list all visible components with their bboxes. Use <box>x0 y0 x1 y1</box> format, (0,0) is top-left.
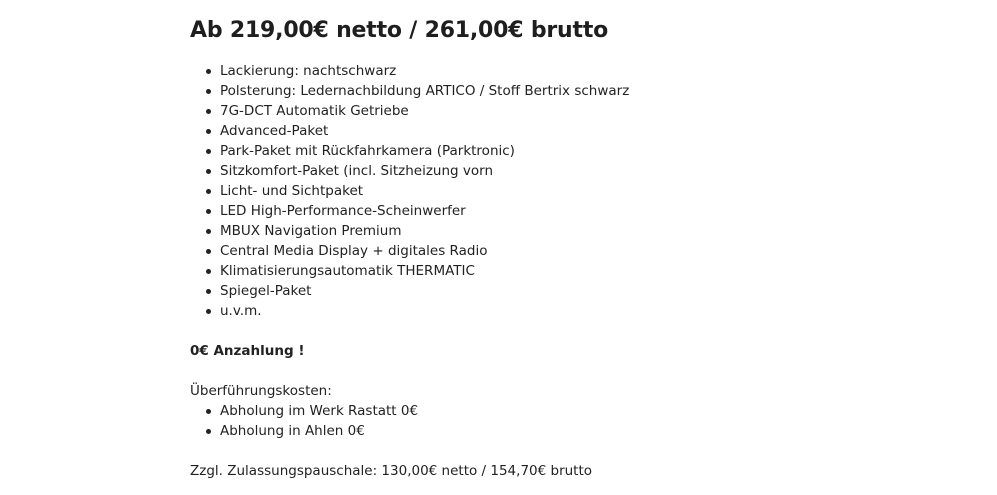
transfer-options-list <box>190 401 830 441</box>
feature-item: Central Media Display + digitales Radio <box>190 241 830 261</box>
feature-item: Advanced-Paket <box>190 121 830 141</box>
feature-list <box>190 61 830 321</box>
down-payment-note: 0€ Anzahlung ! <box>190 343 305 359</box>
feature-item: LED High-Performance-Scheinwerfer <box>190 201 830 221</box>
feature-item: Klimatisierungsautomatik THERMATIC <box>190 261 830 281</box>
feature-item: u.v.m. <box>190 301 830 321</box>
feature-item: MBUX Navigation Premium <box>190 221 830 241</box>
feature-item: Licht- und Sichtpaket <box>190 181 830 201</box>
registration-fee-note: Zzgl. Zulassungspauschale: 130,00€ netto / 154,70€ brutto <box>190 463 593 479</box>
feature-item: 7G-DCT Automatik Getriebe <box>190 101 830 121</box>
transfer-costs-label: Überführungskosten: <box>190 383 332 399</box>
transfer-option-item: Abholung in Ahlen 0€ <box>190 421 830 441</box>
feature-item: Sitzkomfort-Paket (incl. Sitzheizung vorn <box>190 161 830 181</box>
feature-item: Spiegel-Paket <box>190 281 830 301</box>
feature-item: Polsterung: Ledernachbildung ARTICO / Stoff Bertrix schwarz <box>190 81 830 101</box>
feature-item: Lackierung: nachtschwarz <box>190 61 830 81</box>
price-heading: Ab 219,00€ netto / 261,00€ brutto <box>190 18 609 43</box>
transfer-option-item: Abholung im Werk Rastatt 0€ <box>190 401 830 421</box>
offer-content <box>190 14 830 481</box>
feature-item: Park-Paket mit Rückfahrkamera (Parktronic) <box>190 141 830 161</box>
